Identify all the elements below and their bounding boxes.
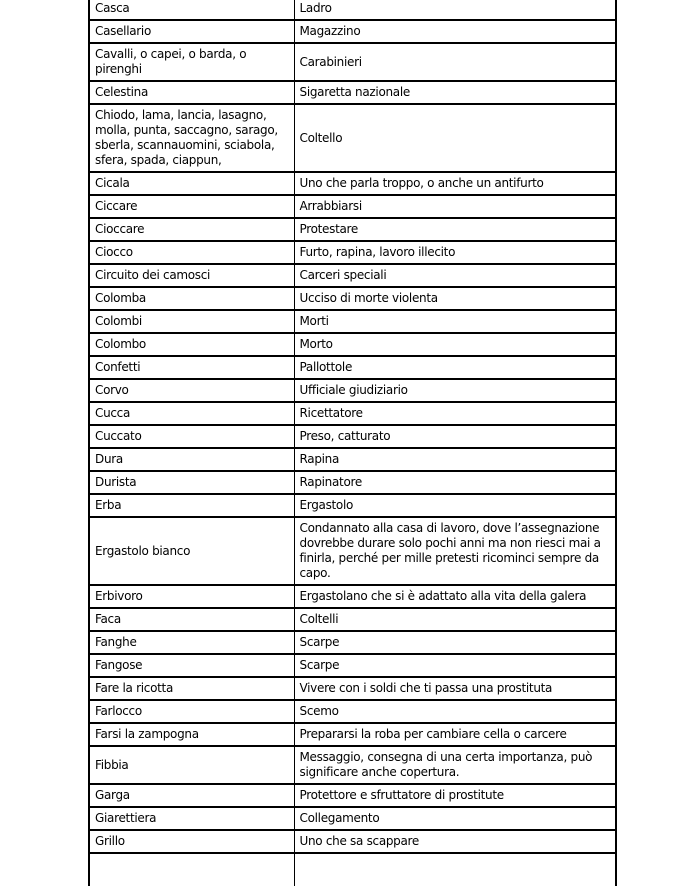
glossary-row <box>89 81 616 104</box>
term-cell: Ciccare <box>89 195 294 218</box>
term-cell: Chiodo, lama, lancia, lasagno, molla, punta, saccagno, sarago, sberla, scannauomini, sciabola, sfera, spada, ciappun, <box>89 104 294 172</box>
definition-cell: Scarpe <box>294 654 616 677</box>
glossary-row <box>89 402 616 425</box>
glossary-row <box>89 654 616 677</box>
term-cell: Fanghe <box>89 631 294 654</box>
term-cell <box>89 853 294 886</box>
glossary-row-partial <box>89 853 616 886</box>
glossary-row <box>89 807 616 830</box>
glossary-row <box>89 784 616 807</box>
definition-cell: Ucciso di morte violenta <box>294 287 616 310</box>
term-cell: Corvo <box>89 379 294 402</box>
glossary-row <box>89 310 616 333</box>
term-cell: Fare la ricotta <box>89 677 294 700</box>
term-cell: Farsi la zampogna <box>89 723 294 746</box>
definition-cell: Protestare <box>294 218 616 241</box>
definition-cell: Sigaretta nazionale <box>294 81 616 104</box>
glossary-row <box>89 43 616 81</box>
term-cell: Grillo <box>89 830 294 853</box>
glossary-row <box>89 104 616 172</box>
definition-cell: Protettore e sfruttatore di prostitute <box>294 784 616 807</box>
term-cell: Erba <box>89 494 294 517</box>
term-cell: Cuccato <box>89 425 294 448</box>
definition-cell <box>294 853 616 886</box>
definition-cell: Morti <box>294 310 616 333</box>
glossary-row <box>89 494 616 517</box>
glossary-row <box>89 448 616 471</box>
definition-cell: Ricettatore <box>294 402 616 425</box>
term-cell: Casca <box>89 0 294 20</box>
glossary-row <box>89 700 616 723</box>
glossary-row <box>89 172 616 195</box>
glossary-row <box>89 608 616 631</box>
term-cell: Durista <box>89 471 294 494</box>
term-cell: Farlocco <box>89 700 294 723</box>
definition-cell: Uno che parla troppo, o anche un antifurto <box>294 172 616 195</box>
glossary-row <box>89 195 616 218</box>
definition-cell: Arrabbiarsi <box>294 195 616 218</box>
definition-cell: Uno che sa scappare <box>294 830 616 853</box>
glossary-row <box>89 0 616 20</box>
glossary-row <box>89 356 616 379</box>
glossary-row <box>89 241 616 264</box>
term-cell: Colomba <box>89 287 294 310</box>
term-cell: Dura <box>89 448 294 471</box>
glossary-row <box>89 333 616 356</box>
glossary-row <box>89 425 616 448</box>
definition-cell: Carceri speciali <box>294 264 616 287</box>
definition-cell: Collegamento <box>294 807 616 830</box>
definition-cell: Ufficiale giudiziario <box>294 379 616 402</box>
definition-cell: Prepararsi la roba per cambiare cella o carcere <box>294 723 616 746</box>
term-cell: Celestina <box>89 81 294 104</box>
definition-cell: Morto <box>294 333 616 356</box>
definition-cell: Rapina <box>294 448 616 471</box>
definition-cell: Furto, rapina, lavoro illecito <box>294 241 616 264</box>
term-cell: Garga <box>89 784 294 807</box>
definition-cell: Messaggio, consegna di una certa importanza, può significare anche copertura. <box>294 746 616 784</box>
glossary-table <box>88 0 617 886</box>
definition-cell: Ladro <box>294 0 616 20</box>
glossary-row <box>89 830 616 853</box>
definition-cell: Coltello <box>294 104 616 172</box>
term-cell: Fangose <box>89 654 294 677</box>
term-cell: Cucca <box>89 402 294 425</box>
definition-cell: Scemo <box>294 700 616 723</box>
term-cell: Confetti <box>89 356 294 379</box>
glossary-row <box>89 287 616 310</box>
definition-cell: Vivere con i soldi che ti passa una prostituta <box>294 677 616 700</box>
term-cell: Colombi <box>89 310 294 333</box>
term-cell: Ciocco <box>89 241 294 264</box>
definition-cell: Scarpe <box>294 631 616 654</box>
glossary-table-wrapper <box>88 0 617 886</box>
definition-cell: Ergastolo <box>294 494 616 517</box>
term-cell: Cicala <box>89 172 294 195</box>
glossary-row <box>89 517 616 585</box>
definition-cell: Ergastolano che si è adattato alla vita della galera <box>294 585 616 608</box>
definition-cell: Preso, catturato <box>294 425 616 448</box>
term-cell: Circuito dei camosci <box>89 264 294 287</box>
term-cell: Cioccare <box>89 218 294 241</box>
term-cell: Colombo <box>89 333 294 356</box>
term-cell: Fibbia <box>89 746 294 784</box>
term-cell: Ergastolo bianco <box>89 517 294 585</box>
definition-cell: Pallottole <box>294 356 616 379</box>
glossary-row <box>89 20 616 43</box>
term-cell: Erbivoro <box>89 585 294 608</box>
glossary-row <box>89 723 616 746</box>
glossary-row <box>89 218 616 241</box>
term-cell: Cavalli, o capei, o barda, o pirenghi <box>89 43 294 81</box>
term-cell: Giarettiera <box>89 807 294 830</box>
definition-cell: Carabinieri <box>294 43 616 81</box>
definition-cell: Coltelli <box>294 608 616 631</box>
glossary-row <box>89 471 616 494</box>
glossary-row <box>89 631 616 654</box>
definition-cell: Magazzino <box>294 20 616 43</box>
glossary-row <box>89 264 616 287</box>
glossary-row <box>89 379 616 402</box>
term-cell: Casellario <box>89 20 294 43</box>
term-cell: Faca <box>89 608 294 631</box>
definition-cell: Condannato alla casa di lavoro, dove l’assegnazione dovrebbe durare solo pochi anni ma non riesci mai a finirla, perché per mille pretesti ricominci sempre da capo. <box>294 517 616 585</box>
definition-cell: Rapinatore <box>294 471 616 494</box>
glossary-row <box>89 585 616 608</box>
glossary-row <box>89 677 616 700</box>
glossary-row <box>89 746 616 784</box>
